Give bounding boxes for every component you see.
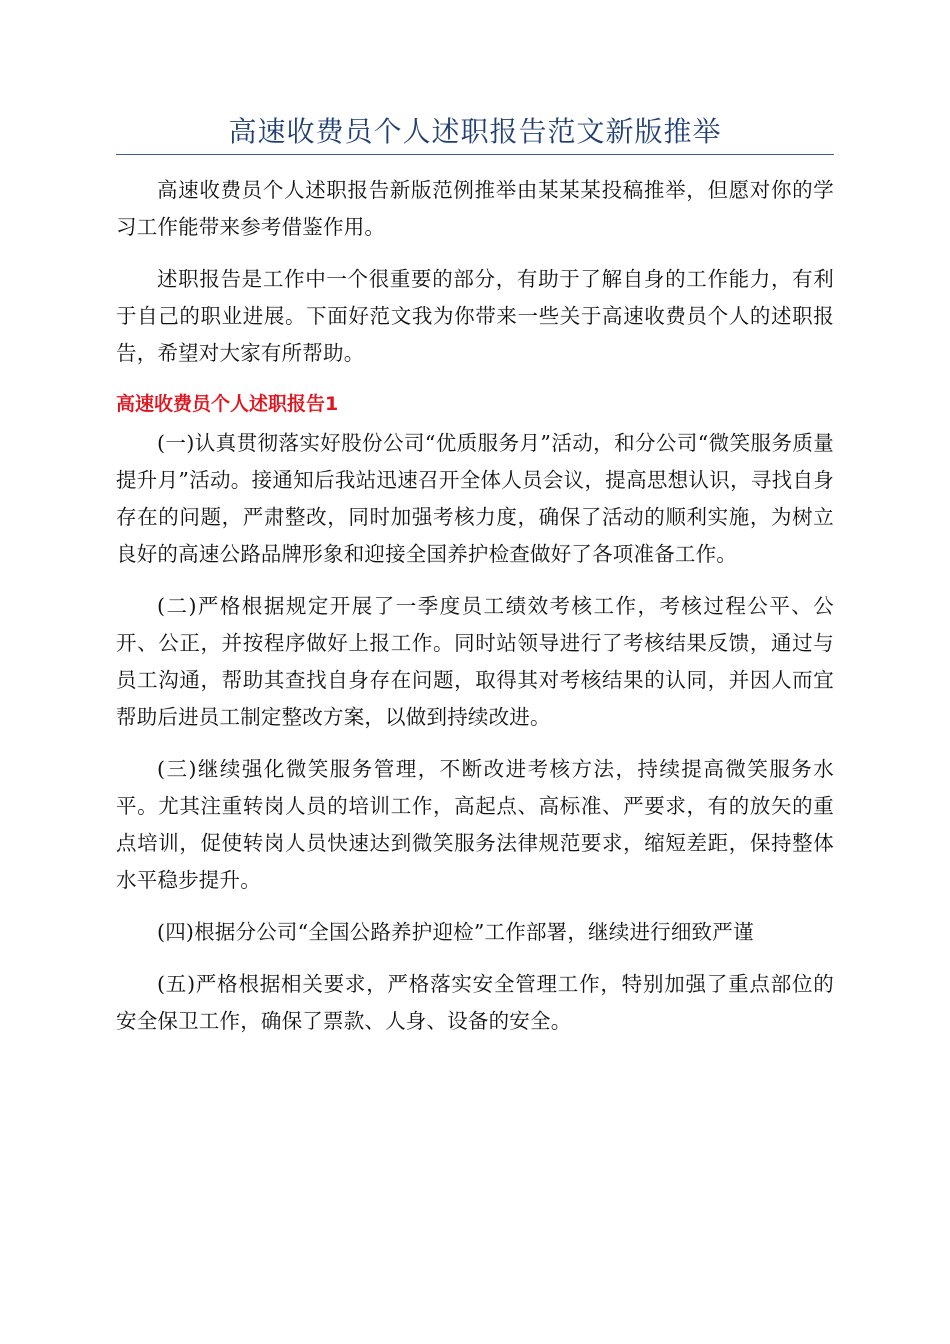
section-heading: 高速收费员个人述职报告1 [116,393,339,415]
section-paragraph: (三)继续强化微笑服务管理，不断改进考核方法，持续提高微笑服务水平。尤其注重转岗人员的培训工作，高起点、高标准、严要求，有的放矢的重点培训，促使转岗人员快速达到微笑服务法律规范要求，缩短差距，保持整体水平稳步提升。 [116,757,834,892]
section-paragraph: (五)严格根据相关要求，严格落实安全管理工作，特别加强了重点部位的安全保卫工作，确保了票款、人身、设备的安全。 [116,972,834,1033]
intro-paragraph: 高速收费员个人述职报告新版范例推举由某某某投稿推举，但愿对你的学习工作能带来参考借鉴作用。 [116,178,834,239]
intro-paragraph: 述职报告是工作中一个很重要的部分，有助于了解自身的工作能力，有利于自己的职业进展。下面好范文我为你带来一些关于高速收费员个人的述职报告，希望对大家有所帮助。 [116,267,834,365]
title-underline [116,154,834,155]
document-title: 高速收费员个人述职报告范文新版推举 [228,115,722,148]
document-body [116,172,834,1055]
section-paragraph: (二)严格根据规定开展了一季度员工绩效考核工作，考核过程公平、公开、公正，并按程序做好上报工作。同时站领导进行了考核结果反馈，通过与员工沟通，帮助其查找自身存在问题，取得其对考核结果的认同，并因人而宜帮助后进员工制定整改方案，以做到持续改进。 [116,594,834,729]
section-paragraph: (四)根据分公司“全国公路养护迎检”工作部署，继续进行细致严谨 [157,920,754,944]
section-paragraph: (一)认真贯彻落实好股份公司“优质服务月”活动，和分公司“微笑服务质量提升月”活动。接通知后我站迅速召开全体人员会议，提高思想认识，寻找自身存在的问题，严肃整改，同时加强考核力度，确保了活动的顺利实施，为树立良好的高速公路品牌形象和迎接全国养护检查做好了各项准备工作。 [116,431,834,566]
